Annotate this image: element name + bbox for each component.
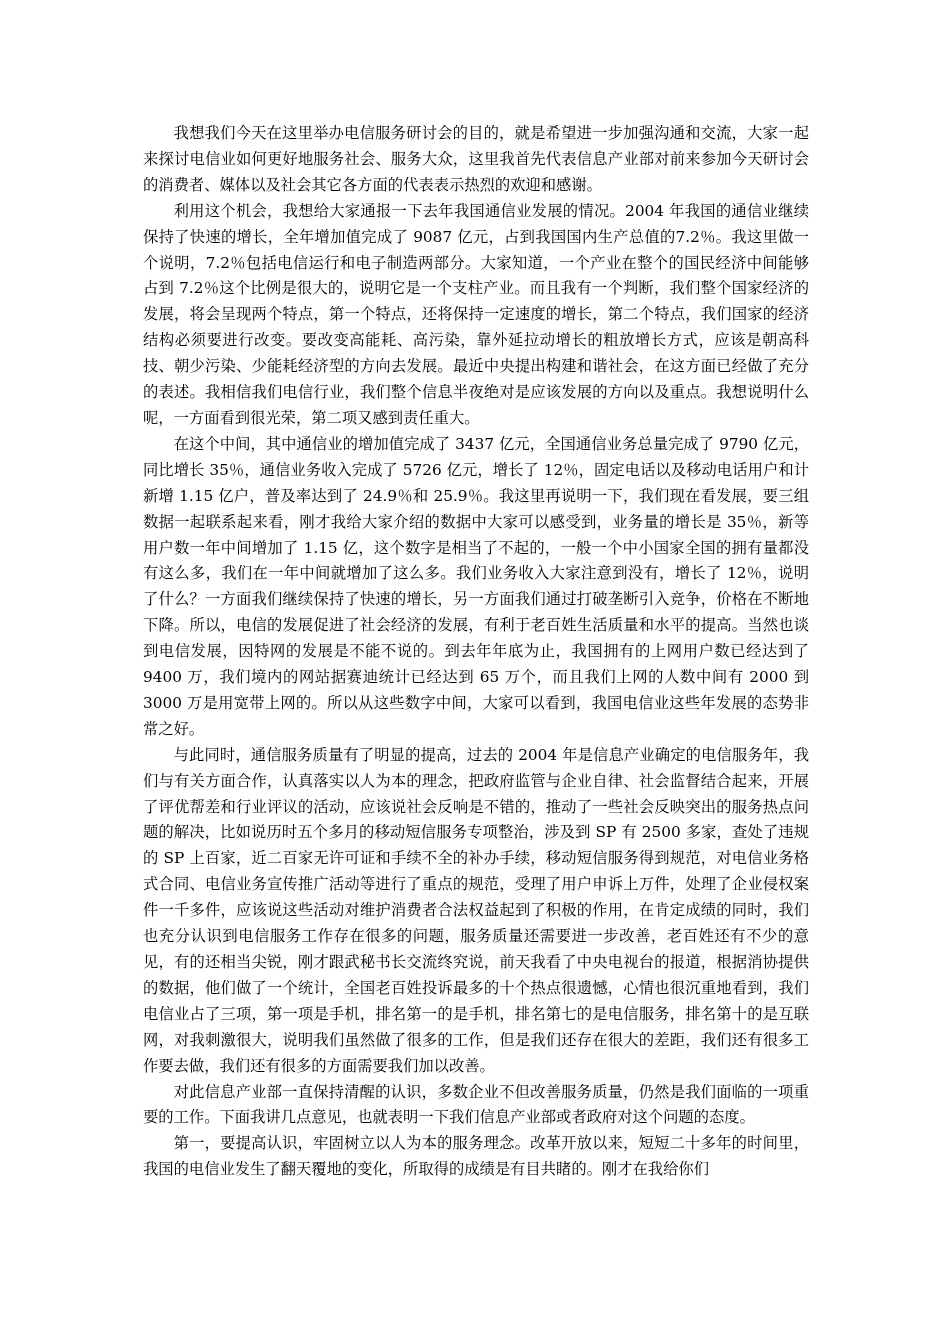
paragraph-telecom-statistics: 在这个中间，其中通信业的增加值完成了 3437 亿元，全国通信业务总量完成了 9790 亿元，同比增长 35％，通信业务收入完成了 5726 亿元，增长了 12％，固定电话以及移动电话用户和计新增 1.15 亿户，普及率达到了 24.9％和 25.9％。我这里再说明一下，我们现在看发展，要三组数据一起联系起来看，刚才我给大家介绍的数据中大家可以感受到，业务量的增长是 35％，新等用户数一年中间增加了 1.15 亿，这个数字是相当了不起的，一般一个中小国家全国的拥有量都没有这么多，我们在一年中间就增加了这么多。我们业务收入大家注意到没有，增长了 12％，说明了什么？一方面我们继续保持了快速的增长，另一方面我们通过打破垄断引入竞争，价格在不断地下降。所以，电信的发展促进了社会经济的发展，有利于老百姓生活质量和水平的提高。当然也谈到电信发展，因特网的发展是不能不说的。到去年年底为止，我国拥有的上网用户数已经达到了 9400 万，我们境内的网站据赛迪统计已经达到 65 万个，而且我们上网的人数中间有 2000 到 3000 万是用宽带上网的。所以从这些数字中间，大家可以看到，我国电信业这些年发展的态势非常之好。: [143, 434, 809, 738]
paragraph-service-quality: 与此同时，通信服务质量有了明显的提高，过去的 2004 年是信息产业确定的电信服务年，我们与有关方面合作，认真落实以人为本的理念，把政府监管与企业自律、社会监督结合起来，开展了评优帮差和行业评议的活动，应该说社会反响是不错的，推动了一些社会反映突出的服务热点问题的解决，比如说历时五个多月的移动短信服务专项整治，涉及到 SP 有 2500 多家，查处了违规的 SP 上百家，近二百家无许可证和手续不全的补办手续，移动短信服务得到规范，对电信业务格式合同、电信业务宣传推广活动等进行了重点的规范，受理了用户申诉上万件，处理了企业侵权案件一千多件，应该说这些活动对维护消费者合法权益起到了积极的作用，在肯定成绩的同时，我们也充分认识到电信服务工作存在很多的问题，服务质量还需要进一步改善，老百姓还有不少的意见，有的还相当尖锐，刚才跟武秘书长交流终究说，前天我看了中央电视台的报道，根据消协提供的数据，他们做了一个统计，全国老百姓投诉最多的十个热点很遗憾，心情也很沉重地看到，我们电信业占了三项，第一项是手机，排名第一的是手机，排名第七的是电信服务，排名第十的是互联网，对我刺激很大，说明我们虽然做了很多的工作，但是我们还存在很大的差距，我们还有很多工作要去做，我们还有很多的方面需要我们加以改善。: [143, 745, 809, 1075]
paragraph-ministry-position: 对此信息产业部一直保持清醒的认识，多数企业不但改善服务质量，仍然是我们面临的一项重要的工作。下面我讲几点意见，也就表明一下我们信息产业部或者政府对这个问题的态度。: [143, 1082, 809, 1127]
paragraph-welcome: 我想我们今天在这里举办电信服务研讨会的目的，就是希望进一步加强沟通和交流，大家一起来探讨电信业如何更好地服务社会、服务大众，这里我首先代表信息产业部对前来参加今天研讨会的消费者、媒体以及社会其它各方面的代表表示热烈的欢迎和感谢。: [143, 124, 809, 194]
paragraph-point-one: 第一，要提高认识，牢固树立以人为本的服务理念。改革开放以来，短短二十多年的时间里，我国的电信业发生了翻天覆地的变化，所取得的成绩是有目共睹的。刚才在我给你们: [143, 1134, 809, 1179]
paragraph-industry-overview: 利用这个机会，我想给大家通报一下去年我国通信业发展的情况。2004 年我国的通信业继续保持了快速的增长，全年增加值完成了 9087 亿元，占到我国国内生产总值的7.2％。我这里做一个说明，7.2％包括电信运行和电子制造两部分。大家知道，一个产业在整个的国民经济中间能够占到 7.2％这个比例是很大的，说明它是一个支柱产业。而且我有一个判断，我们整个国家经济的发展，将会呈现两个特点，第一个特点，还将保持一定速度的增长，第二个特点，我们国家的经济结构必须要进行改变。要改变高能耗、高污染，靠外延拉动增长的粗放增长方式，应该是朝高科技、朝少污染、少能耗经济型的方向去发展。最近中央提出构建和谐社会，在这方面已经做了充分的表述。我相信我们电信行业，我们整个信息半夜绝对是应该发展的方向以及重点。我想说明什么呢，一方面看到很光荣，第二项又感到责任重大。: [143, 201, 809, 427]
body-text: [143, 121, 809, 1183]
